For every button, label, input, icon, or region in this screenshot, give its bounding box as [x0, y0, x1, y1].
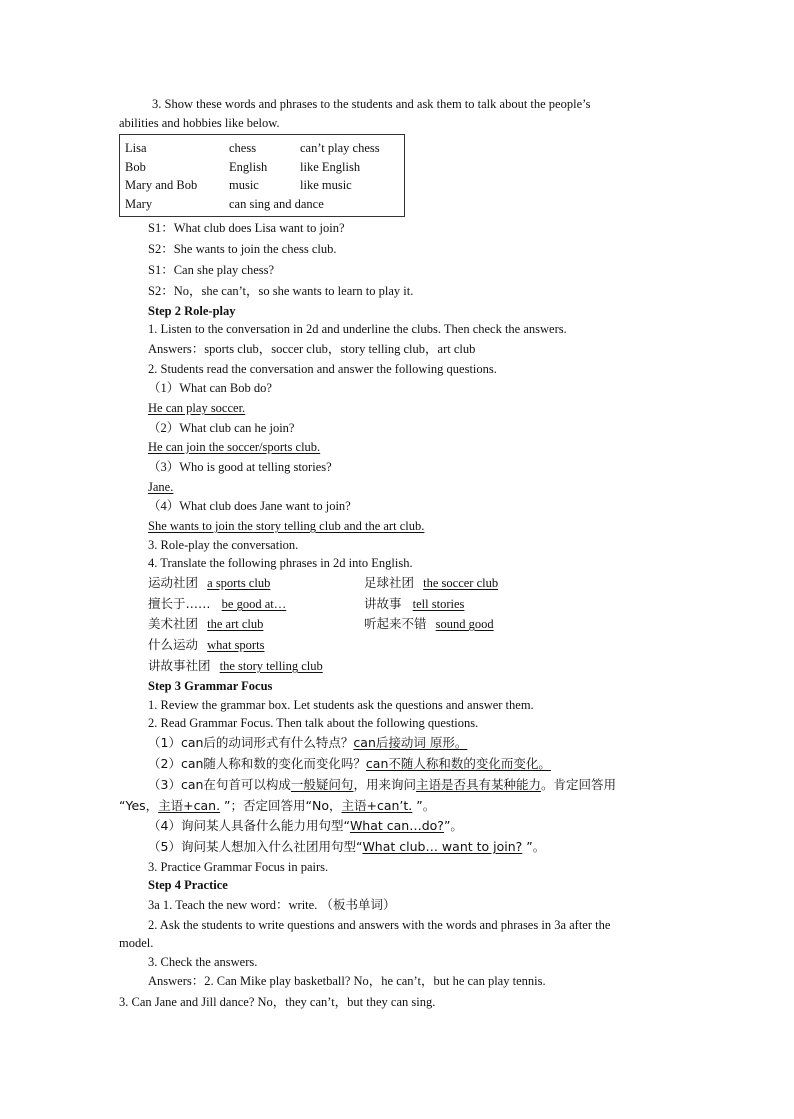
- step4-item-3: 3. Check the answers.: [148, 955, 258, 969]
- underlined-answer: 主语+can’t.: [341, 798, 413, 813]
- underlined-answer: What can…do?: [349, 818, 444, 833]
- step3-heading: Step 3 Grammar Focus: [148, 679, 273, 693]
- step2-answers: Answers：sports club，soccer club，story telling club，art club: [148, 342, 476, 356]
- question: （3）Who is good at telling stories?: [148, 460, 332, 474]
- question: （4）What club does Jane want to join?: [148, 499, 351, 513]
- underlined-answer: What club… want to join?: [362, 839, 523, 854]
- phrase-en: what sports: [207, 638, 265, 652]
- grammar-q: （2）can随人称和数的变化而变化吗？: [148, 756, 366, 771]
- step4-heading: Step 4 Practice: [148, 878, 228, 892]
- grammar-question-3-cont: [119, 797, 435, 815]
- table-cell: can’t play chess: [300, 141, 380, 155]
- phrase-cn: 讲故事社团: [148, 658, 211, 673]
- text: （5）询问某人想加入什么社团用句型“: [148, 839, 363, 854]
- answer: Jane.: [148, 480, 174, 494]
- text: （3）can在句首可以构成: [148, 777, 291, 792]
- text: ”。: [412, 798, 436, 813]
- step4-item-2: 2. Ask the students to write questions and answers with the words and phrases in 3a after the: [148, 918, 611, 932]
- text: “Yes，: [119, 798, 159, 813]
- text: （4）询问某人具备什么能力用句型“: [148, 818, 350, 833]
- underlined-answer: 一般疑问句: [290, 777, 354, 792]
- step4-item-1: 3a 1. Teach the new word：write. （板书单词）: [148, 898, 396, 912]
- phrase-pair: [148, 636, 264, 654]
- dialogue-line: S1：What club does Lisa want to join?: [148, 221, 345, 235]
- phrase-en: the soccer club: [423, 576, 499, 590]
- grammar-a: can后接动词 原形。: [353, 735, 468, 750]
- dialogue-line: S2：She wants to join the chess club.: [148, 242, 337, 256]
- phrase-cn: 擅长于……: [148, 596, 211, 611]
- dialogue-line: S1：Can she play chess?: [148, 263, 275, 277]
- phrase-pair: [148, 574, 270, 592]
- answer: She wants to join the story telling club and the art club.: [148, 519, 425, 533]
- step2-item-3: 3. Role-play the conversation.: [148, 538, 299, 552]
- phrase-cn: 什么运动: [148, 637, 199, 652]
- phrase-pair: [148, 595, 286, 613]
- step4-item-2-cont: model.: [119, 936, 154, 950]
- phrase-pair: [364, 615, 494, 633]
- grammar-question-2: [148, 755, 551, 773]
- phrase-pair: [148, 657, 323, 675]
- phrase-pair: [364, 574, 498, 592]
- phrase-pair: [148, 615, 263, 633]
- intro-line-2: abilities and hobbies like below.: [119, 116, 280, 130]
- table-cell: Mary and Bob: [125, 178, 198, 192]
- phrase-en: tell stories: [412, 597, 465, 611]
- phrase-en: sound good: [435, 617, 494, 631]
- step3-item-2: 2. Read Grammar Focus. Then talk about the following questions.: [148, 716, 479, 730]
- phrase-cn: 听起来不错: [364, 616, 427, 631]
- table-cell: like English: [300, 160, 361, 174]
- grammar-question-1: [148, 734, 467, 752]
- word-table: [119, 134, 405, 217]
- phrase-en: the story telling club: [219, 659, 323, 673]
- text: 。肯定回答用: [540, 777, 616, 792]
- phrase-en: the art club: [207, 617, 264, 631]
- question: （1）What can Bob do?: [148, 381, 272, 395]
- phrase-pair: [364, 595, 464, 613]
- grammar-question-4: [148, 817, 463, 835]
- text: ，用来询问: [353, 777, 416, 792]
- step3-item-1: 1. Review the grammar box. Let students ask the questions and answer them.: [148, 698, 534, 712]
- text: ”。: [522, 839, 546, 854]
- underlined-answer: 主语+can.: [158, 798, 221, 813]
- table-cell: Bob: [125, 160, 146, 174]
- phrase-cn: 运动社团: [148, 575, 199, 590]
- step2-item-1: 1. Listen to the conversation in 2d and underline the clubs. Then check the answers.: [148, 322, 567, 336]
- step2-heading: Step 2 Role-play: [148, 304, 236, 318]
- grammar-a: can不随人称和数的变化而变化。: [365, 756, 551, 771]
- table-cell: music: [229, 178, 259, 192]
- step3-item-3: 3. Practice Grammar Focus in pairs.: [148, 860, 329, 874]
- grammar-question-5: [148, 838, 545, 856]
- phrase-cn: 美术社团: [148, 616, 199, 631]
- underlined-answer: 主语是否具有某种能力: [415, 777, 541, 792]
- text: ”；否定回答用“No，: [220, 798, 342, 813]
- grammar-q: （1）can后的动词形式有什么特点？: [148, 735, 354, 750]
- table-cell: Mary: [125, 197, 153, 211]
- step4-answers: Answers：2. Can Mike play basketball? No，he can’t，but he can play tennis.: [148, 974, 546, 988]
- step4-answers-cont: 3. Can Jane and Jill dance? No，they can’t，but they can sing.: [119, 995, 436, 1009]
- table-cell: like music: [300, 178, 352, 192]
- step2-item-4: 4. Translate the following phrases in 2d into English.: [148, 556, 413, 570]
- phrase-en: be good at…: [221, 597, 287, 611]
- dialogue-line: S2：No，she can’t，so she wants to learn to play it.: [148, 284, 414, 298]
- table-cell: can sing and dance: [229, 197, 324, 211]
- phrase-en: a sports club: [207, 576, 271, 590]
- phrase-cn: 足球社团: [364, 575, 415, 590]
- phrase-cn: 讲故事: [364, 596, 402, 611]
- answer: He can play soccer.: [148, 401, 246, 415]
- question: （2）What club can he join?: [148, 421, 295, 435]
- grammar-question-3: [148, 776, 616, 794]
- table-cell: Lisa: [125, 141, 147, 155]
- table-cell: English: [229, 160, 268, 174]
- table-cell: chess: [229, 141, 257, 155]
- answer: He can join the soccer/sports club.: [148, 440, 321, 454]
- intro-line-1: 3. Show these words and phrases to the students and ask them to talk about the people’s: [152, 97, 591, 111]
- text: ”。: [443, 818, 463, 833]
- step2-item-2: 2. Students read the conversation and answer the following questions.: [148, 362, 497, 376]
